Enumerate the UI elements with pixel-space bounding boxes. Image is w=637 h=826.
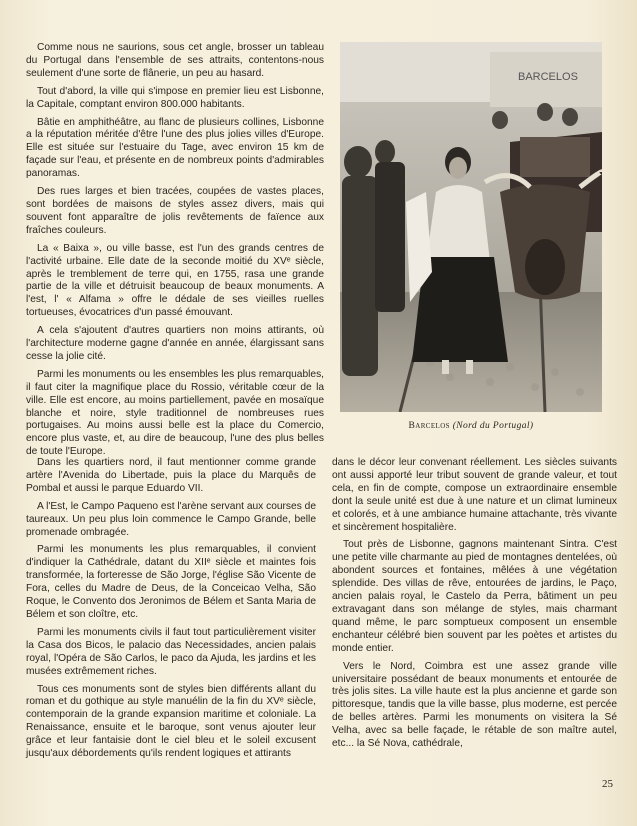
paragraph: Parmi les monuments ou les ensembles les plus remarquables, il faut citer la magnifique place du Rossio, véritable cœur de la ville. Elle est encore, au moins partiellement, pavée en mosaïque blanche et noire, style traditionnel de nombreuses rues portugaises. Au moins aussi belle est la place du Comercio, encore plus vaste, et, au dire de beaucoup, l'une des plus belles de toute l'Europe.	[26, 368, 324, 458]
paragraph: Dans les quartiers nord, il faut mentionner comme grande artère l'Avenida do Libertade, puis la place du Marquês de Pombal et aussi le parque Eduardo VII.	[26, 457, 316, 494]
caption-place: Barcelos	[408, 421, 450, 431]
paragraph: Tout près de Lisbonne, gagnons maintenant Sintra. C'est une petite ville charmante au pied de montagnes dentelées, où abondent sources et fontaines, mêlées à une végétation splendide. Des villas de rêve, entourées de jardins, le Paço, ancien palais royal, le Castelo da Perra, bâtiment un peu extravagant dans son mélange de styles, mais charmant quand même, le parc somptueux composent un ensemble enchanteur célébré bien souvent par les poètes et artistes du monde entier.	[332, 539, 617, 654]
photo-illustration	[340, 42, 602, 412]
paragraph: dans le décor leur convenant réellement. Les siècles suivants ont aussi apporté leur tribut souvent de grande valeur, et tout cela, en fin de compte, compose un extraordinaire ensemble dont la seule unité est due à une nature et un climat lumineux et colorés, et à une ambiance humaine attachante, très vivante et sincèrement hospitalière.	[332, 457, 617, 533]
paragraph: Parmi les monuments civils il faut tout particulièrement visiter la Casa dos Bicos, le palacio das Necessidades, ancien palais royal, l'Opéra de São Carlos, le paco da Ajuda, les jardins et les musées extrêmement riches.	[26, 626, 316, 677]
photo-caption	[340, 421, 602, 431]
text-column-right-bottom	[332, 457, 617, 756]
paragraph: La « Baixa », ou ville basse, est l'un des grands centres de l'activité urbaine. Elle date de la seconde moitié du XVᵉ siècle, après le tremblement de terre qui, en 1755, rasa une grande partie de la ville et détruisit beaucoup de beaux monuments. A l'est, l' « Alfama » offre le dédale de ses vieilles ruelles tortueuses, évocatrices d'un passé émouvant.	[26, 242, 324, 319]
text-column-left-bottom	[26, 457, 316, 766]
sign-text: BARCELOS	[518, 71, 578, 83]
paragraph: Bâtie en amphithéâtre, au flanc de plusieurs collines, Lisbonne a la réputation méritée d'être l'une des plus jolies villes d'Europe. Elle est située sur l'estuaire du Tage, avec environ 15 km de façade sur l'eau, et présente en de nombreux points d'admirables panoramas.	[26, 116, 324, 180]
page-number: 25	[602, 778, 613, 790]
caption-note: (Nord du Portugal)	[452, 421, 534, 431]
paragraph: Vers le Nord, Coimbra est une assez grande ville universitaire possédant de beaux monuments et entourée de très jolis sites. La ville haute est la plus ancienne et garde son pittoresque, tandis que la ville basse, plus moderne, est percée de belles artères. Parmi les monuments on visitera la Sé Velha, avec sa belle façade, le rétable de son maître autel, etc... la Sé Nova, cathédrale,	[332, 660, 617, 750]
paragraph: Parmi les monuments les plus remarquables, il convient d'indiquer la Cathédrale, datant du XIIᵉ siècle et maintes fois transformée, la forteresse de São Jorge, l'église São Vicente de Fora, celles du Madre de Deus, de la Conceicao Velha, São Roque, le Convento dos Jeronimos de Bélem et Santa Maria de Bélem et son cloître, etc.	[26, 544, 316, 620]
paragraph: Tout d'abord, la ville qui s'impose en premier lieu est Lisbonne, la Capitale, comptant environ 800.000 habitants.	[26, 85, 324, 110]
paragraph: Tous ces monuments sont de styles bien différents allant du roman et du gothique au style manuélin de la fin du XVᵉ siècle, contemporain de la grande expansion maritime et coloniale. La Renaissance, ensuite et le baroque, sont venus ajouter leur grâce et leur fantaisie dont le ciel bleu et le soleil excusent jusqu'aux débordements qu'ils rendent logiques et attirants	[26, 683, 316, 760]
photo-barcelos	[340, 42, 602, 412]
paragraph: Des rues larges et bien tracées, coupées de vastes places, sont bordées de maisons de styles assez divers, mais qui souvent font apparaître de jolis revêtements de faïence aux fraîches couleurs.	[26, 186, 324, 236]
paragraph: A cela s'ajoutent d'autres quartiers non moins attirants, où l'architecture moderne gagne d'année en année, élargissant sans cesse la jolie cité.	[26, 325, 324, 362]
text-column-left-top	[26, 42, 324, 464]
paragraph: A l'Est, le Campo Paqueno est l'arène servant aux courses de taureaux. Un peu plus loin commence le Campo Grande, belle promenade ombragée.	[26, 500, 316, 538]
paragraph: Comme nous ne saurions, sous cet angle, brosser un tableau du Portugal dans l'ensemble de ses attraits, contentons-nous seulement d'une sorte de flânerie, un peu au hasard.	[26, 42, 324, 79]
